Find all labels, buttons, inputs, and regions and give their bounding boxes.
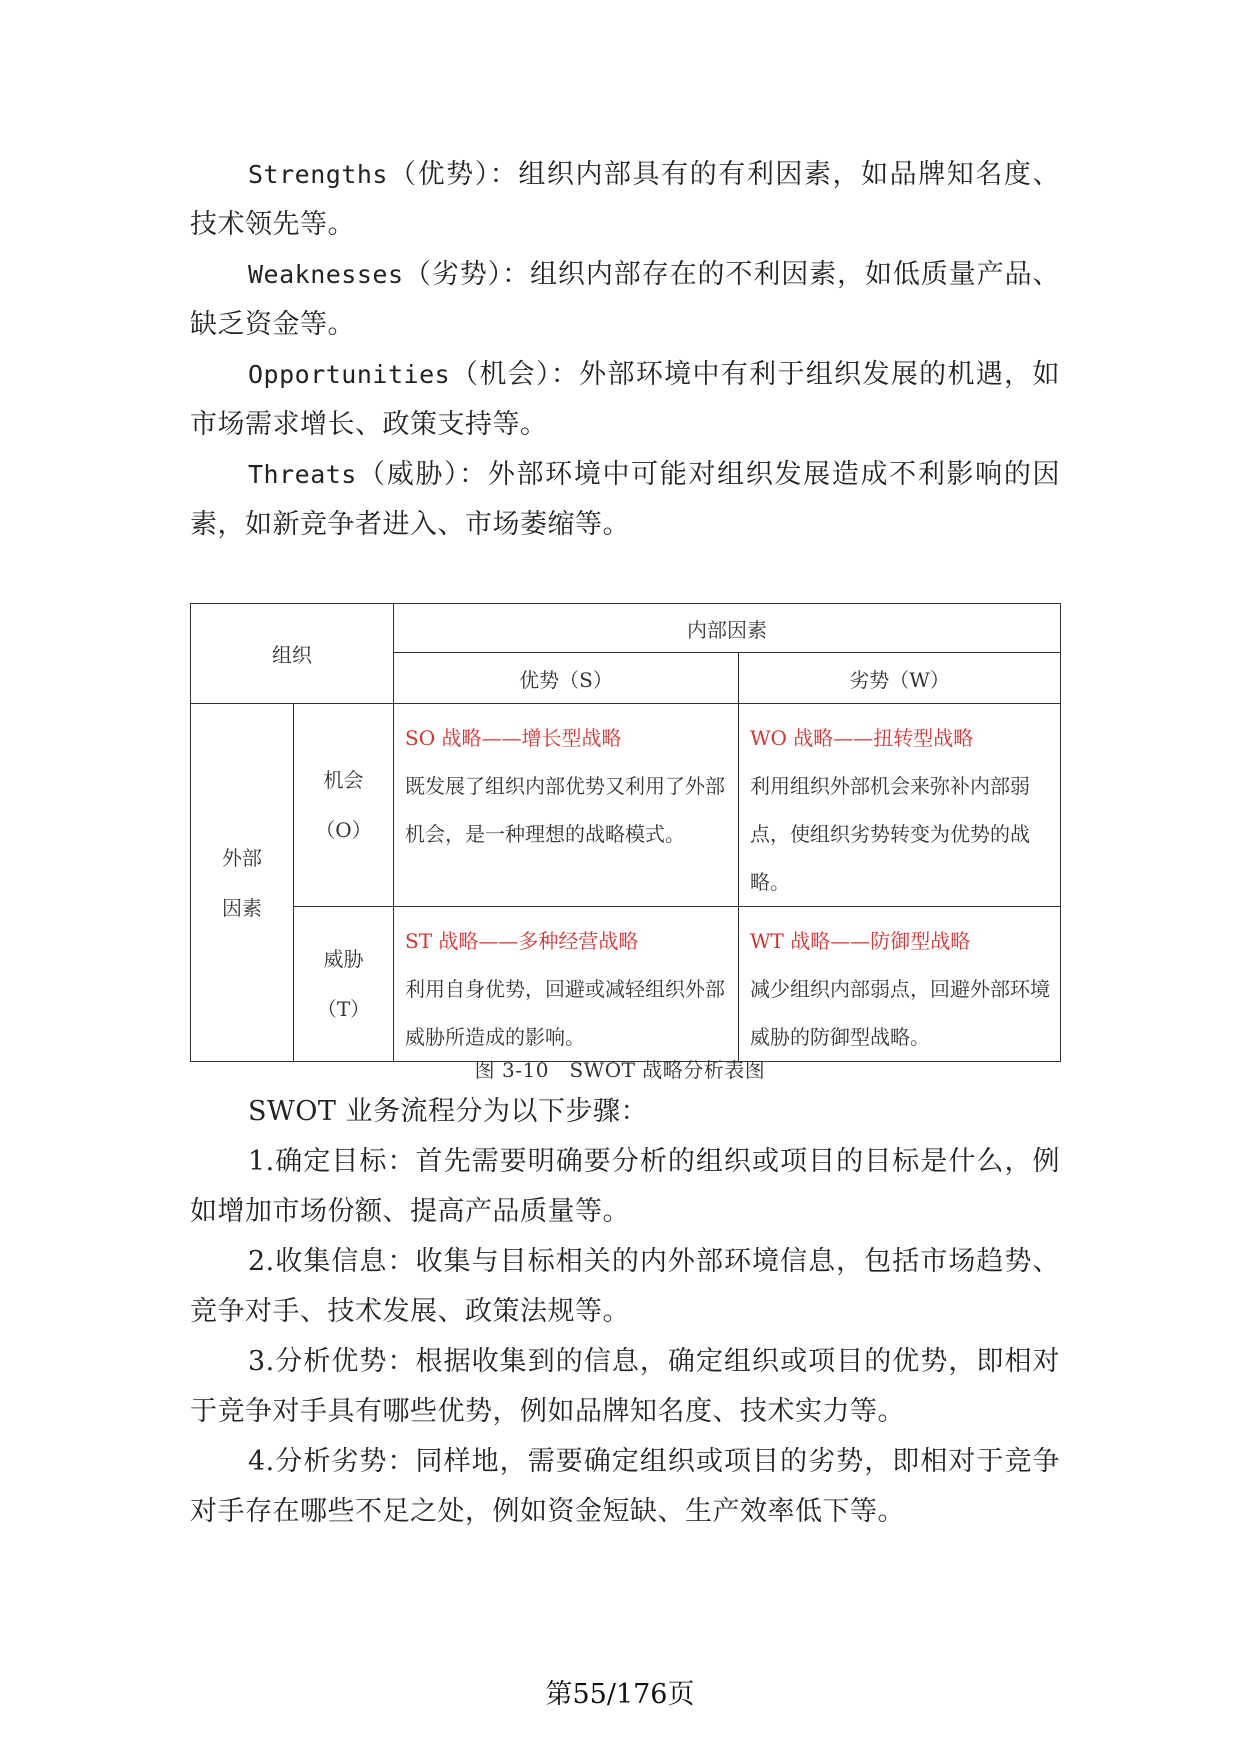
process-step-2: 2.收集信息：收集与目标相关的内外部环境信息，包括市场趋势、竞争对手、技术发展、政策法规等。 [190,1246,1060,1327]
table-corner: 组织 [191,604,394,704]
st-strategy-title: ST 战略——多种经营战略 [405,929,639,953]
definition-text: （劣势）：组织内部存在的不利因素，如低质量产品、缺乏资金等。 [190,259,1060,340]
term-strengths: Strengths [248,160,388,189]
so-strategy-cell [394,704,739,907]
wo-strategy-title: WO 战略——扭转型战略 [750,726,974,750]
wo-strategy-cell [739,704,1061,907]
wt-strategy-body: 减少组织内部弱点，回避外部环境威胁的防御型战略。 [750,977,1050,1049]
so-strategy-body: 既发展了组织内部优势又利用了外部机会，是一种理想的战略模式。 [405,774,725,846]
definition-strengths [190,150,1060,250]
definition-text: （机会）：外部环境中有利于组织发展的机遇，如市场需求增长、政策支持等。 [190,359,1060,440]
process-step-4: 4.分析劣势：同样地，需要确定组织或项目的劣势，即相对于竞争对手存在哪些不足之处，例如资金短缺、生产效率低下等。 [190,1446,1060,1527]
wo-strategy-body: 利用组织外部机会来弥补内部弱点，使组织劣势转变为优势的战略。 [750,774,1030,894]
swot-table [190,603,1061,1062]
threat-label [294,907,394,1062]
internal-factors-header: 内部因素 [394,604,1061,653]
threat-label-line: 威胁 [323,947,364,971]
opportunity-label-line: （O） [315,818,372,842]
page-number: 第55/176页 [545,1679,695,1710]
process-step-1: 1.确定目标：首先需要明确要分析的组织或项目的目标是什么，例如增加市场份额、提高产品质量等。 [190,1146,1060,1227]
definition-opportunities [190,350,1060,450]
wt-strategy-cell [739,907,1061,1062]
weakness-header: 劣势（W） [739,653,1061,704]
external-label-line: 外部 [222,845,262,870]
definition-text: （威胁）：外部环境中可能对组织发展造成不利影响的因素，如新竞争者进入、市场萎缩等。 [190,459,1060,540]
strength-header: 优势（S） [394,653,739,704]
term-threats: Threats [248,460,357,489]
term-opportunities: Opportunities [248,360,451,389]
external-factors-label [191,704,294,1062]
definition-weaknesses [190,250,1060,350]
so-strategy-title: SO 战略——增长型战略 [405,726,622,750]
opportunity-label [294,704,394,907]
figure-caption: 图 3-10 SWOT 战略分析表图 [474,1058,766,1082]
term-weaknesses: Weaknesses [248,260,404,289]
st-strategy-cell [394,907,739,1062]
wt-strategy-title: WT 战略——防御型战略 [750,929,971,953]
definition-threats [190,450,1060,550]
external-label-line: 因素 [222,895,262,920]
threat-label-line: （T） [316,997,371,1021]
opportunity-label-line: 机会 [323,768,364,792]
process-step-3: 3.分析优势：根据收集到的信息，确定组织或项目的优势，即相对于竞争对手具有哪些优势，例如品牌知名度、技术实力等。 [190,1346,1060,1427]
definition-text: （优势）：组织内部具有的有利因素，如品牌知名度、技术领先等。 [190,159,1060,240]
process-intro: SWOT 业务流程分为以下步骤： [248,1096,648,1127]
st-strategy-body: 利用自身优势，回避或减轻组织外部威胁所造成的影响。 [405,977,725,1049]
